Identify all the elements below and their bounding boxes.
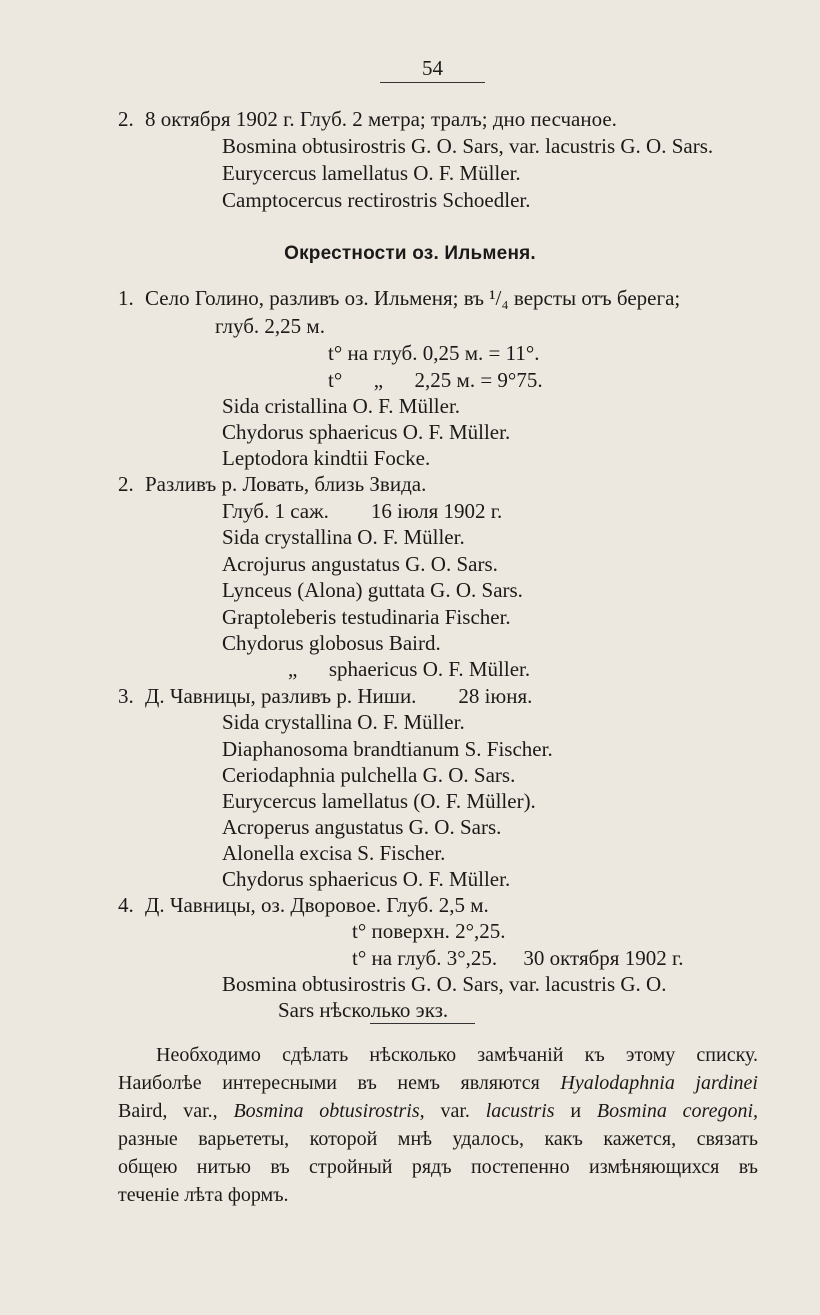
paragraph-line: теченіе лѣта формъ. bbox=[118, 1184, 289, 1206]
species-line: Leptodora kindtii Focke. bbox=[222, 446, 431, 470]
species-line: Sida crystallina O. F. Müller. bbox=[222, 525, 465, 549]
temperature-line: t° на глуб. 0,25 м. = 11°. bbox=[328, 341, 540, 365]
species-line: Diaphanosoma brandtianum S. Fischer. bbox=[222, 737, 553, 761]
entry-number: 2. bbox=[118, 107, 134, 131]
entry-line: 8 октября 1902 г. Глуб. 2 метра; тралъ; дно песчаное. bbox=[145, 107, 617, 131]
entry-line: Село Голино, разливъ оз. Ильменя; въ ¹/₄ версты отъ берега; bbox=[145, 286, 681, 310]
taxon-name: Bosmina obtusirostris, bbox=[233, 1100, 425, 1122]
section-heading: Окрестности оз. Ильменя. bbox=[284, 243, 536, 264]
paragraph-text: и bbox=[570, 1100, 582, 1122]
entry-number: 2. bbox=[118, 472, 134, 496]
entry-line: Д. Чавницы, оз. Дворовое. Глуб. 2,5 м. bbox=[145, 893, 489, 917]
species-line: Ceriodaphnia pulchella G. O. Sars. bbox=[222, 763, 516, 787]
entry-line: глуб. 2,25 м. bbox=[215, 314, 325, 338]
page-number: 54 bbox=[422, 56, 443, 80]
section-separator bbox=[370, 1023, 475, 1024]
paragraph-line bbox=[118, 1069, 758, 1097]
species-line: Eurycercus lamellatus (O. F. Müller). bbox=[222, 789, 536, 813]
taxon-name: Hyalodaphnia jardinei bbox=[560, 1072, 758, 1094]
paragraph-line bbox=[118, 1097, 758, 1125]
species-line: Eurycercus lamellatus O. F. Müller. bbox=[222, 161, 521, 185]
paragraph-line: разные варьететы, которой мнѣ удалось, какъ кажется, связать bbox=[118, 1128, 758, 1150]
species-line: Sida crystallina O. F. Müller. bbox=[222, 710, 465, 734]
temperature-line: t° поверхн. 2°,25. bbox=[352, 919, 506, 943]
species-line: Sida cristallina O. F. Müller. bbox=[222, 394, 461, 418]
species-line: Sars нѣсколько экз. bbox=[278, 998, 449, 1022]
page-number-rule bbox=[380, 82, 485, 83]
species-line: Acrojurus angustatus G. O. Sars. bbox=[222, 552, 498, 576]
entry-line: Глуб. 1 саж. 16 іюля 1902 г. bbox=[222, 499, 503, 523]
species-line: „ sphaericus O. F. Müller. bbox=[288, 657, 531, 681]
paragraph-text: Baird, var., bbox=[118, 1100, 218, 1122]
entry-line: Разливъ р. Ловать, близь Звида. bbox=[145, 472, 427, 496]
paragraph-text: Наиболѣе интересными въ немъ являются bbox=[118, 1072, 540, 1094]
species-line: Chydorus sphaericus O. F. Müller. bbox=[222, 420, 511, 444]
entry-number: 3. bbox=[118, 684, 134, 708]
taxon-name: lacustris bbox=[485, 1100, 555, 1122]
entry-line: Д. Чавницы, разливъ р. Ниши. 28 іюня. bbox=[145, 684, 533, 708]
temperature-line: t° „ 2,25 м. = 9°75. bbox=[328, 368, 543, 392]
species-line: Camptocercus rectirostris Schoedler. bbox=[222, 188, 531, 212]
entry-number: 4. bbox=[118, 893, 134, 917]
species-line: Graptoleberis testudinaria Fischer. bbox=[222, 605, 511, 629]
species-line: Chydorus sphaericus O. F. Müller. bbox=[222, 867, 511, 891]
species-line: Alonella excisa S. Fischer. bbox=[222, 841, 446, 865]
closing-paragraph bbox=[118, 1041, 758, 1209]
paragraph-line: Необходимо сдѣлать нѣсколько замѣчаній къ этому списку. bbox=[156, 1044, 758, 1066]
species-line: Bosmina obtusirostris G. O. Sars, var. lacustris G. O. bbox=[222, 972, 667, 996]
species-line: Lynceus (Alona) guttata G. O. Sars. bbox=[222, 578, 523, 602]
species-line: Chydorus globosus Baird. bbox=[222, 631, 441, 655]
entry-number: 1. bbox=[118, 286, 134, 310]
paragraph-text: var. bbox=[440, 1100, 470, 1122]
paragraph-line: общею нитью въ стройный рядъ постепенно измѣняющихся въ bbox=[118, 1156, 758, 1178]
species-line: Acroperus angustatus G. O. Sars. bbox=[222, 815, 502, 839]
temperature-line: t° на глуб. 3°,25. 30 октября 1902 г. bbox=[352, 946, 684, 970]
species-line: Bosmina obtusirostris G. O. Sars, var. lacustris G. O. Sars. bbox=[222, 134, 714, 158]
taxon-name: Bosmina coregoni, bbox=[596, 1100, 759, 1122]
